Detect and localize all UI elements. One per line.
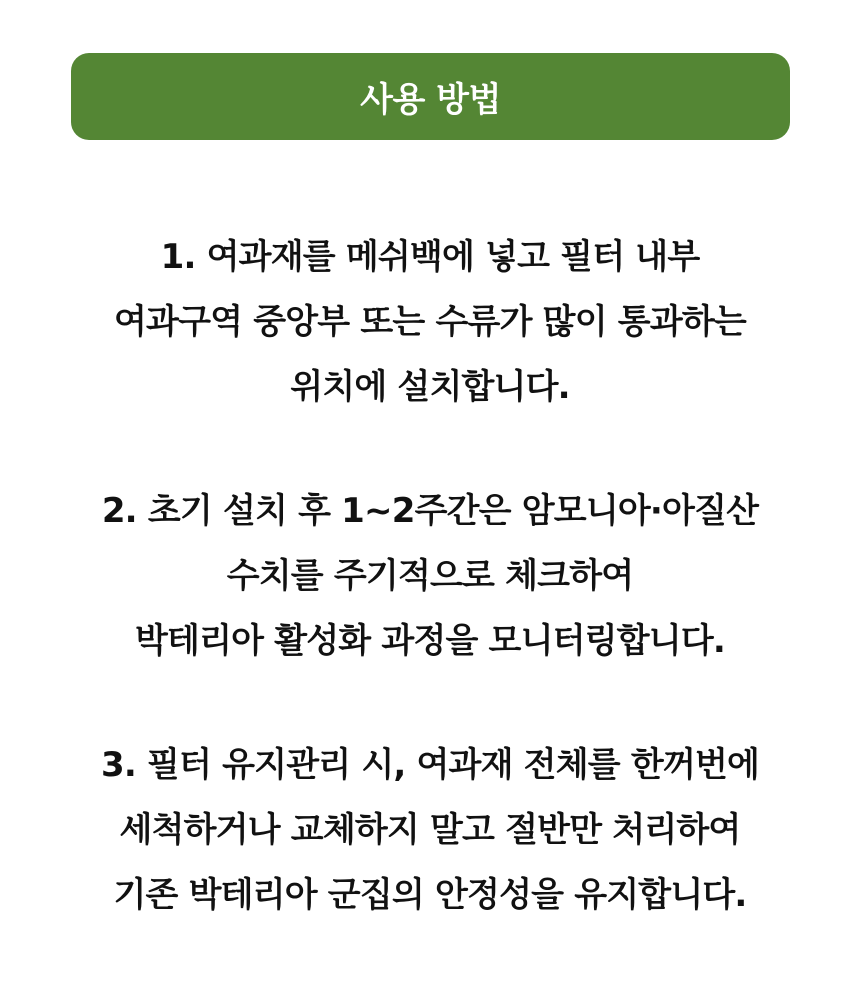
step-line: 1. 여과재를 메쉬백에 넣고 필터 내부 [160,237,700,277]
instructions [0,225,860,987]
step-1 [0,225,860,420]
header-title: 사용 방법 [360,80,501,120]
step-line: 여과구역 중앙부 또는 수류가 많이 통과하는 [114,302,746,342]
step-line: 2. 초기 설치 후 1~2주간은 암모니아·아질산 [101,491,759,531]
step-3 [0,733,860,928]
step-line: 3. 필터 유지관리 시, 여과재 전체를 한꺼번에 [100,745,760,785]
step-line: 수치를 주기적으로 체크하여 [226,556,634,596]
step-line: 박테리아 활성화 과정을 모니터링합니다. [135,621,725,661]
header-banner [71,53,790,140]
step-line: 세척하거나 교체하지 말고 절반만 처리하여 [119,810,741,850]
step-2 [0,479,860,674]
step-line: 기존 박테리아 군집의 안정성을 유지합니다. [113,875,747,915]
step-line: 위치에 설치합니다. [290,367,570,407]
